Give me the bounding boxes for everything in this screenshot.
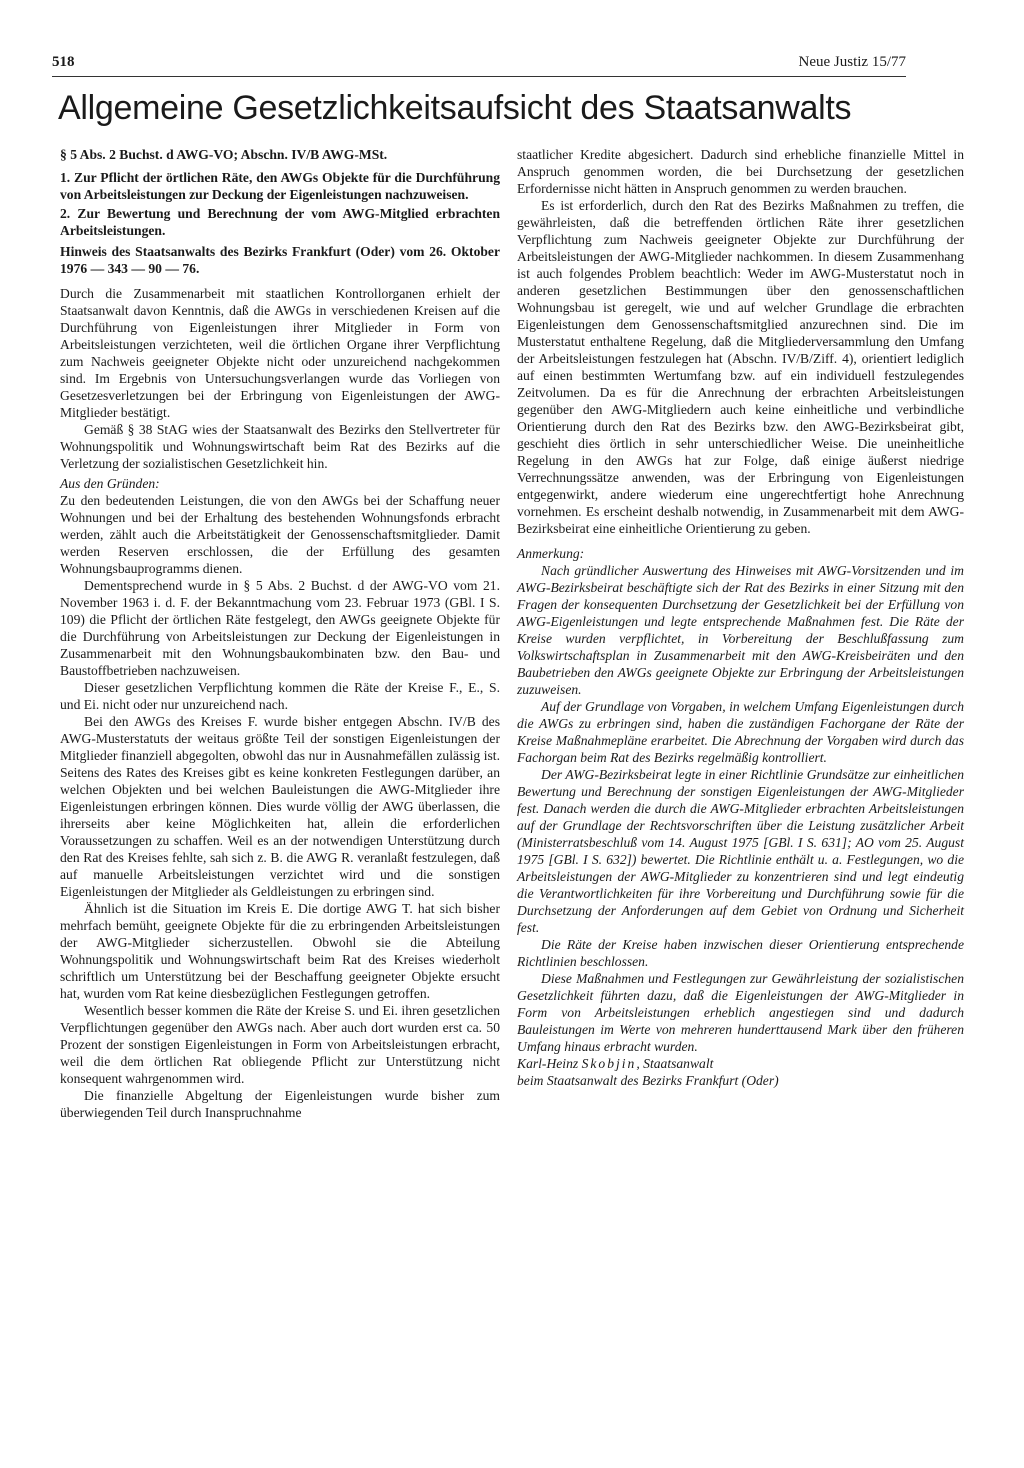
reference-line: Hinweis des Staatsanwalts des Bezirks Frankfurt (Oder) vom 26. Oktober 1976 — 343 — 90 — 76. xyxy=(60,244,500,276)
remark-paragraph: Nach gründlicher Auswertung des Hinweises mit AWG-Vorsitzenden und im AWG-Bezirksbeirat beschäftigte sich der Rat des Bezirks in einer Sitzung mit den Fragen der konsequenten Durchsetzung der Gesetzlichkeit bei der Erfüllung von AWG-Eigenleistungen und legte entsprechende Maßnahmen fest. Die Räte der Kreise wurden verpflichtet, in Vorbereitung der Beschlußfassung zum Volkswirtschaftsplan in Zusammenarbeit mit den AWG-Kreisbeiräten und den Baubetrieben den AWGs geeignete Objekte zur Erbringung der Arbeitsleistungen zuzuweisen. xyxy=(517,563,964,697)
author-first-name: Karl-Heinz xyxy=(517,1056,579,1071)
paragraph: Wesentlich besser kommen die Räte der Kreise S. und Ei. ihren gesetzlichen Verpflichtungen gegenüber den AWGs nach. Aber auch dort wurden erst ca. 50 Prozent der sonstigen Eigenleistungen in Form von Arbeitsleistungen erbracht, weil die dem örtlichen Rat obliegende Pflicht zur Unterstützung nicht konsequent wahrgenommen wird. xyxy=(60,1003,500,1086)
headnote-2: 2. Zur Bewertung und Berechnung der vom AWG-Mitglied erbrachten Arbeitsleistungen. xyxy=(60,206,500,238)
remark-label: Anmerkung: xyxy=(517,546,585,561)
journal-issue: Neue Justiz 15/77 xyxy=(798,54,906,70)
headnote-1: 1. Zur Pflicht der örtlichen Räte, den AWGs Objekte für die Durchführung von Arbeitsleistungen zur Deckung der Eigenleistungen nachzuweisen. xyxy=(60,170,500,202)
page-number: 518 xyxy=(52,54,75,70)
right-column xyxy=(517,146,964,1089)
page-header xyxy=(52,52,906,77)
paragraph: Zu den bedeutenden Leistungen, die von den AWGs bei der Schaffung neuer Wohnungen und bei der Erhaltung des bestehenden Wohnungsfonds erbracht werden, zählt auch die Arbeitstätigkeit der Genossenschaftsmitglieder. Damit werden Reserven erschlossen, die der Erfüllung des gesamten Wohnungsbauprogramms dienen. xyxy=(60,493,500,576)
paragraph: Dieser gesetzlichen Verpflichtung kommen die Räte der Kreise F., E., S. und Ei. nicht oder nur unzureichend nach. xyxy=(60,680,500,712)
paragraph: Gemäß § 38 StAG wies der Staatsanwalt des Bezirks den Stellvertreter für Wohnungspolitik und Wohnungswirtschaft beim Rat des Bezirks auf die Verletzung der sozialistischen Gesetzlichkeit hin. xyxy=(60,422,500,471)
paragraph: Es ist erforderlich, durch den Rat des Bezirks Maßnahmen zu treffen, die gewährleisten, daß die betreffenden örtlichen Räte ihrer gesetzlichen Verpflichtung zum Nachweis geeigneter Objekte zur Durchführung der Arbeitsleistungen der AWG-Mitglieder nachkommen. In diesem Zusammenhang ist auch folgendes Problem beachtlich: Weder im AWG-Musterstatut noch in anderen gesetzlichen Bestimmungen über den genossenschaftlichen Wohnungsbau ist geregelt, wie und auf welcher Grundlage die erbrachten Eigenleistungen dem Genossenschaftsmitglied anzurechnen sind. Die im Musterstatut enthaltene Regelung, daß die Mitgliederversammlung den Umfang der Arbeitsleistungen festzulegen hat (Abschn. IV/B/Ziff. 4), orientiert lediglich auf einen bestimmten Wertumfang bzw. auf ein individuell festzulegendes Zeitvolumen. Da es für die Anrechnung der erbrachten Arbeitsleistungen gegenüber den AWG-Mitgliedern auch keine einheitliche und verbindliche Orientierung durch den Rat des Bezirks bzw. den AWG-Bezirksbeirat gibt, geschieht dies örtlich in sehr unterschiedlicher Weise. Die uneinheitliche Regelung in den AWGs hat zur Folge, daß einige äußerst niedrige Verrechnungssätze anwenden, was der Erbringung von Eigenleistungen entgegenwirkt, andere wiederum eine ungerechtfertigt hohe Anrechnung vornehmen. Es erscheint deshalb notwendig, in Zusammenarbeit mit dem AWG-Bezirksbeirat eine einheitliche Orientierung zu geben. xyxy=(517,198,964,536)
remark-paragraph: Die Räte der Kreise haben inzwischen dieser Orientierung entsprechende Richtlinien beschlossen. xyxy=(517,937,964,969)
paragraph: Die finanzielle Abgeltung der Eigenleistungen wurde bisher zum überwiegenden Teil durch Inanspruchnahme xyxy=(60,1088,500,1120)
author-role: , Staatsanwalt xyxy=(636,1056,714,1071)
author-office: beim Staatsanwalt des Bezirks Frankfurt (Oder) xyxy=(517,1073,779,1088)
author-line xyxy=(517,1055,964,1072)
author-last-name: Skobjin xyxy=(581,1056,637,1071)
paragraph: Durch die Zusammenarbeit mit staatlichen Kontrollorganen erhielt der Staatsanwalt davon Kenntnis, daß die AWGs in verschiedenen Kreisen auf die Durchführung von Eigenleistungen ihrer Mitglieder in Form von Arbeitsleistungen verzichteten, weil die örtlichen Organe ihrer Verpflichtung zum Nachweis geeigneter Objekte nicht oder unzureichend nachgekommen sind. Im Ergebnis von Untersuchungsverlangen wurde das Vorliegen von Gesetzesverletzungen bei der Erbringung von Eigenleistungen der AWG-Mitglieder bestätigt. xyxy=(60,286,500,420)
remark-paragraph: Auf der Grundlage von Vorgaben, in welchem Umfang Eigenleistungen durch die AWGs zu erbringen sind, haben die zuständigen Fachorgane der Räte der Kreise Maßnahmepläne erarbeitet. Die Abrechnung der Vorgaben wird durch das Fachorgan beim Rat des Bezirks regelmäßig kontrolliert. xyxy=(517,699,964,765)
left-column xyxy=(60,146,500,1121)
article-title: Allgemeine Gesetzlichkeitsaufsicht des Staatsanwalts xyxy=(58,89,852,127)
legal-citation: § 5 Abs. 2 Buchst. d AWG-VO; Abschn. IV/B AWG-MSt. xyxy=(60,147,388,162)
remark-paragraph: Diese Maßnahmen und Festlegungen zur Gewährleistung der sozialistischen Gesetzlichkeit führten dazu, daß die Eigenleistungen der AWG-Mitglieder in Form von Arbeitsleistungen erheblich angestiegen sind und dadurch Bauleistungen im Werte von mehreren hunderttausend Mark über den früheren Umfang hinaus erbracht wurden. xyxy=(517,971,964,1054)
paragraph: Dementsprechend wurde in § 5 Abs. 2 Buchst. d der AWG-VO vom 21. November 1963 i. d. F. der Bekanntmachung vom 23. Februar 1973 (GBl. I S. 109) die Pflicht der örtlichen Räte festgelegt, den AWGs geeignete Objekte für die Durchführung von Arbeitsleistungen zur Deckung der Eigenleistungen in Zusammenarbeit mit den Wohnungsbaukombinaten bzw. den Bau- und Baustoffbetrieben nachzuweisen. xyxy=(60,578,500,678)
paragraph: Bei den AWGs des Kreises F. wurde bisher entgegen Abschn. IV/B des AWG-Musterstatuts der weitaus größte Teil der sonstigen Eigenleistungen der Mitglieder finanziell abgegolten, obwohl das nur in Ausnahmefällen zulässig ist. Seitens des Rates des Kreises gibt es keine konkreten Festlegungen darüber, an welchen Objekten und bei welchen Bauleistungen die AWG-Mitglieder ihre Eigenleistungen erbringen können. Dies wurde völlig der AWG überlassen, die ihrerseits aber keine Möglichkeiten hat, allein die erforderlichen Voraussetzungen zu schaffen. Weil es an der notwendigen Unterstützung durch den Rat des Kreises fehlte, sah sich z. B. die AWG R. veranlaßt festzulegen, daß auf manuelle Arbeitsleistungen verzichtet wird und die sonstigen Eigenleistungen der Mitglieder als Geldleistungen zu erbringen sind. xyxy=(60,714,500,899)
paragraph: Ähnlich ist die Situation im Kreis E. Die dortige AWG T. hat sich bisher mehrfach bemüht, geeignete Objekte für die zu erbringenden Arbeitsleistungen der AWG-Mitglieder sicherzustellen. Obwohl sie die Abteilung Wohnungspolitik und Wohnungswirtschaft beim Rat des Kreises wiederholt schriftlich um Unterstützung bei der Beschaffung geeigneter Objekte ersucht hat, wurden vom Rat keine diesbezüglichen Festlegungen getroffen. xyxy=(60,901,500,1001)
paragraph: staatlicher Kredite abgesichert. Dadurch sind erhebliche finanzielle Mittel in Anspruch genommen worden, die bei Durchsetzung der gesetzlichen Erfordernisse nicht hätten in Anspruch genommen zu werden brauchen. xyxy=(517,147,964,196)
remark-paragraph: Der AWG-Bezirksbeirat legte in einer Richtlinie Grundsätze zur einheitlichen Bewertung und Berechnung der sonstigen Eigenleistungen der AWG-Mitglieder fest. Danach werden die durch die AWG-Mitglieder erbrachten Arbeitsleistungen auf der Grundlage der Rechtsvorschriften über die Leistung zusätzlicher Arbeit (Ministerratsbeschluß vom 14. August 1975 [GBl. I S. 631]; AO vom 25. August 1975 [GBl. I S. 632]) bewertet. Die Richtlinie enthält u. a. Festlegungen, wo die Arbeitsleistungen der AWG-Mitglieder zu konzentrieren sind und legt eindeutig die Verantwortlichkeiten für ihre Vorbereitung und Durchführung sowie für die Durchsetzung der Anforderungen auf dem Gebiet von Ordnung und Sicherheit fest. xyxy=(517,767,964,935)
section-label: Aus den Gründen: xyxy=(60,476,160,491)
